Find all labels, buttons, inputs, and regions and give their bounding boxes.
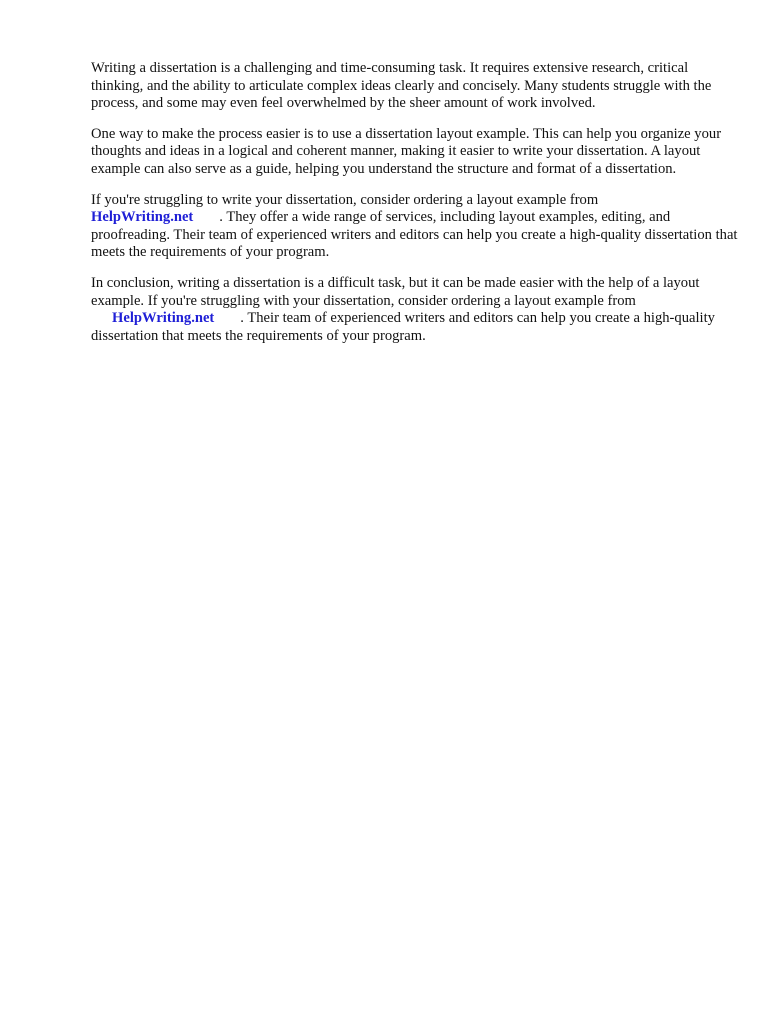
paragraph-conclusion: [91, 275, 739, 345]
paragraph-layout-example: One way to make the process easier is to use a dissertation layout example. This can help you organize your thoughts and ideas in a logical and coherent manner, making it easier to write your dissertation. A layout example can also serve as a guide, helping you understand the structure and format of a dissertation.: [91, 125, 725, 177]
paragraph-intro: Writing a dissertation is a challenging and time-consuming task. It requires extensive research, critical thinking, and the ability to articulate complex ideas clearly and concisely. Many students struggle with the process, and some may even feel overwhelmed by the sheer amount of work involved.: [91, 60, 715, 112]
helpwriting-link[interactable]: HelpWriting.net: [91, 209, 194, 226]
document-page: [91, 60, 742, 358]
helpwriting-link-conclusion[interactable]: HelpWriting.net: [112, 310, 215, 327]
paragraph-conclusion-text-after: . Their team of experienced writers and editors can help you create a high-quality dissertation that meets the requirements of your program.: [91, 310, 719, 344]
paragraph-ordering: [91, 191, 742, 262]
paragraph-ordering-text-after: . They offer a wide range of services, including layout examples, editing, and proofreading. Their team of experienced writers and editors can help you create a high-quality dissertation that meets the requirements of your program.: [91, 209, 742, 261]
paragraph-ordering-text-before: If you're struggling to write your dissertation, consider ordering a layout example from: [91, 191, 599, 208]
paragraph-conclusion-text-before: In conclusion, writing a dissertation is a difficult task, but it can be made easier with the help of a layout example. If you're struggling with your dissertation, consider ordering a layout example from: [91, 274, 704, 309]
